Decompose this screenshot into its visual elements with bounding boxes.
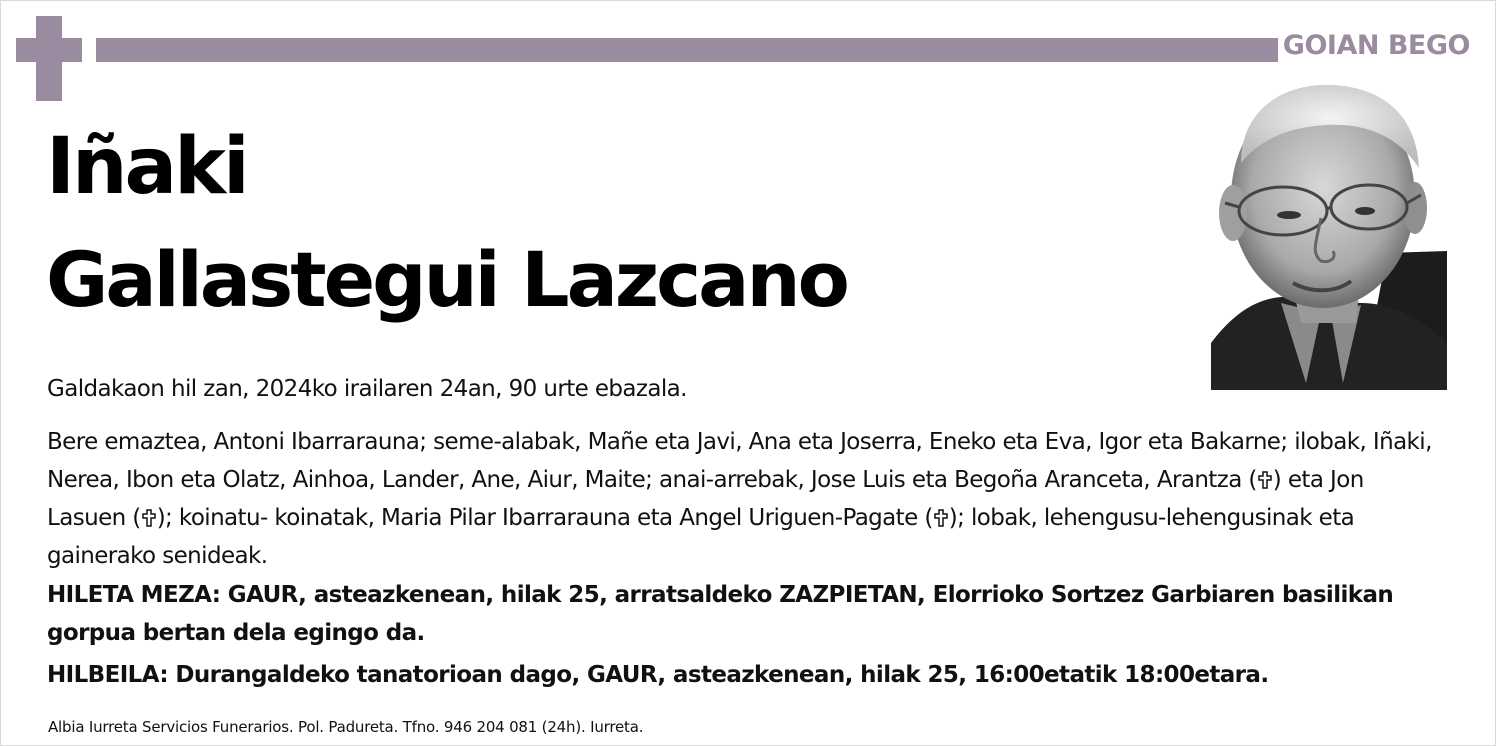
header-divider-bar [96, 38, 1278, 62]
family-text-3: ); koinatu- koinatak, Maria Pilar Ibarrarauna eta Angel Uriguen-Pagate ( [156, 505, 933, 531]
family-text-1: Bere emaztea, Antoni Ibarrarauna; seme-alabak, Mañe eta Javi, Ana eta Joserra, Eneko eta Eva, Igor eta Bakarne; ilobak, Iñaki, Nerea, Ibon eta Olatz, Ainhoa, Lander, Ane, Aiur, Maite; anai-arrebak, Jose Luis eta Begoña Aranceta, Arantza ( [47, 429, 1432, 493]
wake-info: HILBEILA: Durangaldeko tanatorioan dago, GAUR, asteazkenean, hilak 25, 16:00etatik 18:00etara. [47, 662, 1269, 688]
header-motto: GOIAN BEGO [1282, 30, 1470, 61]
family-list [47, 423, 1447, 575]
funeral-mass-info: HILETA MEZA: GAUR, asteazkenean, hilak 25, arratsaldeko ZAZPIETAN, Elorrioko Sortzez Garbiaren basilikan gorpua bertan dela egingo da. [47, 582, 1394, 646]
family-text-4: ); lobak, lehengusu-lehengusinak eta gainerako senideak. [47, 505, 1355, 569]
deceased-surnames: Gallastegui Lazcano [46, 235, 847, 324]
small-cross-icon [141, 509, 157, 527]
family-text-2: ) eta Jon Lasuen ( [47, 467, 1364, 531]
deceased-first-name: Iñaki [46, 122, 247, 212]
funeral-home-footer: Albia Iurreta Servicios Funerarios. Pol. Padureta. Tfno. 946 204 081 (24h). Iurreta. [48, 718, 644, 736]
deceased-portrait-photo [1211, 83, 1447, 390]
small-cross-icon [933, 509, 949, 527]
small-cross-icon [1257, 471, 1273, 489]
death-notice: Galdakaon hil zan, 2024ko irailaren 24an, 90 urte ebazala. [47, 376, 687, 402]
